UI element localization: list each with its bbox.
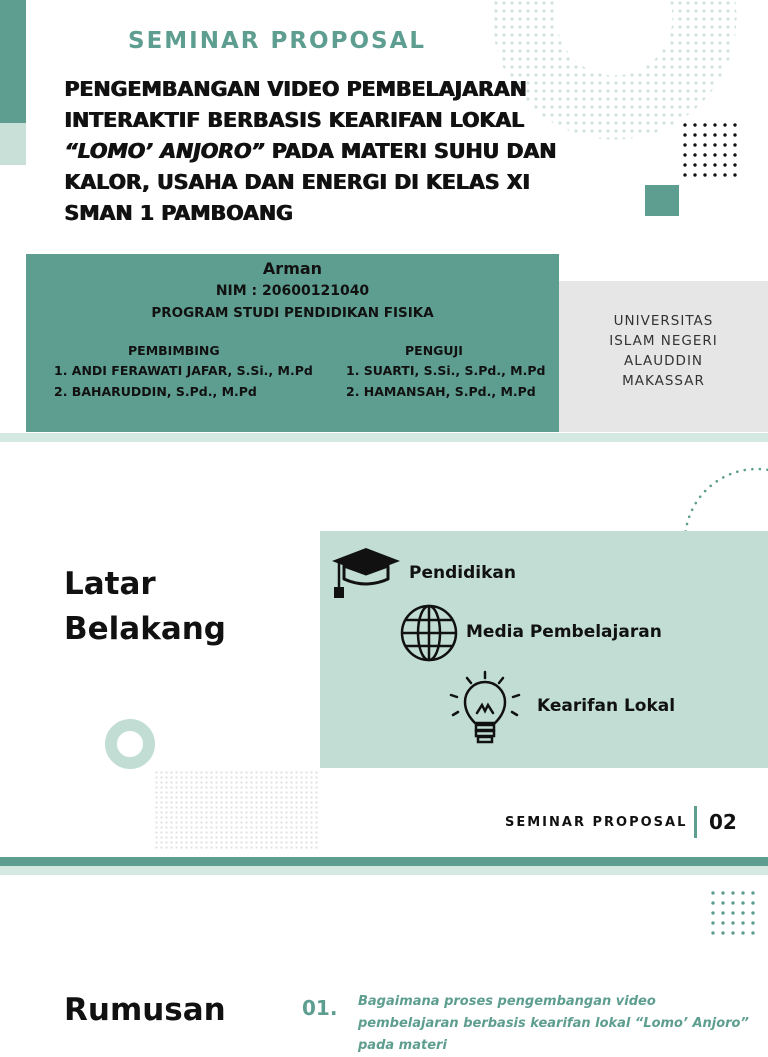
- title-line-1: PENGEMBANGAN VIDEO PEMBELAJARAN: [64, 77, 527, 101]
- pembimbing-item-1: 1. ANDI FERAWATI JAFAR, S.Si., M.Pd: [54, 363, 313, 378]
- penguji-heading: PENGUJI: [405, 343, 463, 358]
- decor-bar-light: [0, 123, 26, 165]
- seminar-title: SEMINAR PROPOSAL: [128, 28, 427, 54]
- title-line-2: INTERAKTIF BERBASIS KEARIFAN LOKAL: [64, 108, 524, 132]
- decor-dot-grid-black: [680, 120, 740, 180]
- proposal-title: [64, 74, 624, 229]
- graduation-cap-icon: [328, 541, 403, 601]
- university-line-2: ISLAM NEGERI: [609, 333, 718, 349]
- university-panel: [559, 281, 768, 432]
- lightbulb-icon: [447, 669, 523, 747]
- title-line-5: SMAN 1 PAMBOANG: [64, 201, 293, 225]
- decor-square-teal: [645, 185, 679, 216]
- slide-divider-2-light: [0, 866, 768, 875]
- author-name: Arman: [262, 259, 323, 278]
- title-line-3: PADA MATERI SUHU DAN: [264, 139, 556, 163]
- author-nim: NIM : 20600121040: [215, 283, 370, 299]
- topic-label-media-pembelajaran: Media Pembelajaran: [466, 622, 662, 642]
- pembimbing-item-2: 2. BAHARUDDIN, S.Pd., M.Pd: [54, 384, 257, 399]
- section-title-latar-belakang: [64, 562, 226, 652]
- slide-divider-1: [0, 433, 768, 442]
- pembimbing-heading: PEMBIMBING: [128, 343, 220, 358]
- title-quote: “LOMO’ ANJORO”: [64, 139, 265, 163]
- title-belakang: Belakang: [64, 611, 226, 647]
- footer-seminar-label: SEMINAR PROPOSAL: [505, 815, 688, 830]
- item-text: Bagaimana proses pengembangan video pembelajaran berbasis kearifan lokal “Lomo’ Anjoro” pada materi: [358, 994, 749, 1053]
- globe-icon: [398, 602, 460, 664]
- author-info-panel: [26, 254, 559, 432]
- topic-label-kearifan-lokal: Kearifan Lokal: [537, 696, 676, 716]
- footer-separator: [694, 806, 697, 838]
- item-number: 01.: [302, 996, 338, 1020]
- section-title-rumusan: Rumusan: [64, 992, 226, 1028]
- topic-label-pendidikan: Pendidikan: [409, 563, 516, 583]
- university-line-3: ALAUDDIN: [623, 353, 704, 369]
- study-program: PROGRAM STUDI PENDIDIKAN FISIKA: [151, 305, 434, 321]
- decor-dot-grid-teal: [708, 888, 758, 938]
- title-latar: Latar: [64, 566, 156, 602]
- university-name: [559, 281, 768, 391]
- university-line-4: MAKASSAR: [622, 373, 705, 389]
- decor-ring: [105, 719, 155, 769]
- decor-dot-grid-grey: [154, 770, 319, 850]
- slide-divider-2: [0, 857, 768, 866]
- title-line-4: KALOR, USAHA DAN ENERGI DI KELAS XI: [64, 170, 530, 194]
- penguji-item-2: 2. HAMANSAH, S.Pd., M.Pd: [346, 384, 536, 399]
- decor-bar-teal: [0, 0, 26, 123]
- topics-panel: [320, 531, 768, 768]
- penguji-item-1: 1. SUARTI, S.Si., S.Pd., M.Pd: [346, 363, 546, 378]
- university-line-1: UNIVERSITAS: [613, 313, 714, 329]
- page-number: 02: [709, 810, 737, 834]
